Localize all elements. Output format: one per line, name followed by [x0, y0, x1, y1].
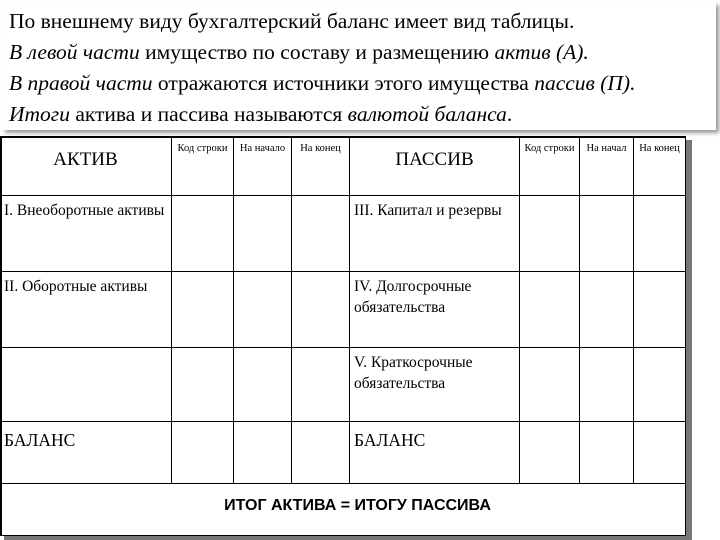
- row-2-right-start: [580, 272, 634, 348]
- header-code-left: Код строки: [177, 143, 228, 154]
- balance-left-end: [292, 422, 350, 484]
- balance-left-label-cell: [0, 422, 172, 484]
- header-end-right: На конец: [639, 143, 680, 154]
- row-3-left-label-cell: [0, 348, 172, 422]
- row-2-right-code: [520, 272, 580, 348]
- intro-line-3-rest: отражаются источники этого имущества: [152, 71, 535, 95]
- intro-line-2-rest: имущество по составу и размещению: [139, 40, 495, 64]
- row-1-left-label-cell: [0, 196, 172, 272]
- row-3-right-label-cell: [350, 348, 520, 422]
- header-start-right-cell: [580, 136, 634, 196]
- balance-right-code: [520, 422, 580, 484]
- row-2-right-label: IV. Долгосрочные обязательства: [354, 278, 472, 316]
- balance-left-code: [172, 422, 234, 484]
- header-passiv-cell: [350, 136, 520, 196]
- header-end-left: На конец: [300, 143, 341, 154]
- intro-text-box: [2, 2, 716, 130]
- balance-right-label: БАЛАНС: [354, 430, 426, 450]
- balance-right-end: [634, 422, 686, 484]
- balance-right-label-cell: [350, 422, 520, 484]
- row-3-right-code: [520, 348, 580, 422]
- balance-left-label: БАЛАНС: [4, 430, 76, 450]
- balance-table: [0, 136, 686, 536]
- row-1-right-code: [520, 196, 580, 272]
- row-3-right-start: [580, 348, 634, 422]
- header-end-right-cell: [634, 136, 686, 196]
- row-1-left-code: [172, 196, 234, 272]
- row-2-right-label-cell: [350, 272, 520, 348]
- row-1-left-end: [292, 196, 350, 272]
- intro-line-1: По внешнему виду бухгалтерский баланс имеет вид таблицы.: [9, 9, 575, 33]
- table-shadow-right: [686, 140, 692, 540]
- row-2-left-label: II. Оборотные активы: [4, 278, 148, 295]
- row-1-left-start: [234, 196, 292, 272]
- header-aktiv-cell: [0, 136, 172, 196]
- row-3-left-start: [234, 348, 292, 422]
- intro-line-4: [9, 99, 710, 130]
- header-code-right-cell: [520, 136, 580, 196]
- row-2-left-start: [234, 272, 292, 348]
- header-start-right: На начал: [586, 143, 627, 154]
- row-3-right-end: [634, 348, 686, 422]
- header-code-right: Код строки: [524, 143, 575, 154]
- intro-line-2-italic: В левой части: [9, 40, 140, 64]
- intro-line-4-italic-2: валютой баланса: [347, 102, 507, 126]
- row-1-right-end: [634, 196, 686, 272]
- header-aktiv: АКТИВ: [53, 149, 118, 170]
- row-3-left-end: [292, 348, 350, 422]
- header-passiv: ПАССИВ: [395, 149, 474, 170]
- intro-line-3-italic: В правой части: [9, 71, 153, 95]
- footer-equation: ИТОГ АКТИВА = ИТОГУ ПАССИВА: [224, 497, 491, 514]
- row-2-right-end: [634, 272, 686, 348]
- balance-right-start: [580, 422, 634, 484]
- table-shadow-bottom: [4, 536, 692, 540]
- intro-line-2-italic-2: актив (А).: [494, 40, 589, 64]
- header-end-left-cell: [292, 136, 350, 196]
- intro-line-4-italic: Итоги: [9, 102, 70, 126]
- row-1-right-label-cell: [350, 196, 520, 272]
- intro-line-4-end: .: [506, 102, 513, 126]
- intro-line-3-italic-2: пассив (П).: [534, 71, 636, 95]
- row-1-right-label: III. Капитал и резервы: [354, 202, 502, 219]
- intro-line-3: [9, 68, 710, 99]
- header-start-left-cell: [234, 136, 292, 196]
- intro-line-4-rest: актива и пассива называются: [69, 102, 348, 126]
- balance-left-start: [234, 422, 292, 484]
- header-code-left-cell: [172, 136, 234, 196]
- row-3-right-label: V. Краткосрочные обязательства: [354, 354, 473, 392]
- row-1-right-start: [580, 196, 634, 272]
- header-start-left: На начало: [239, 143, 286, 154]
- intro-line-2: [9, 37, 710, 68]
- row-2-left-end: [292, 272, 350, 348]
- row-1-left-label: I. Внеоборотные активы: [4, 202, 165, 219]
- row-2-left-label-cell: [0, 272, 172, 348]
- row-3-left-code: [172, 348, 234, 422]
- footer-cell: [0, 484, 686, 536]
- row-2-left-code: [172, 272, 234, 348]
